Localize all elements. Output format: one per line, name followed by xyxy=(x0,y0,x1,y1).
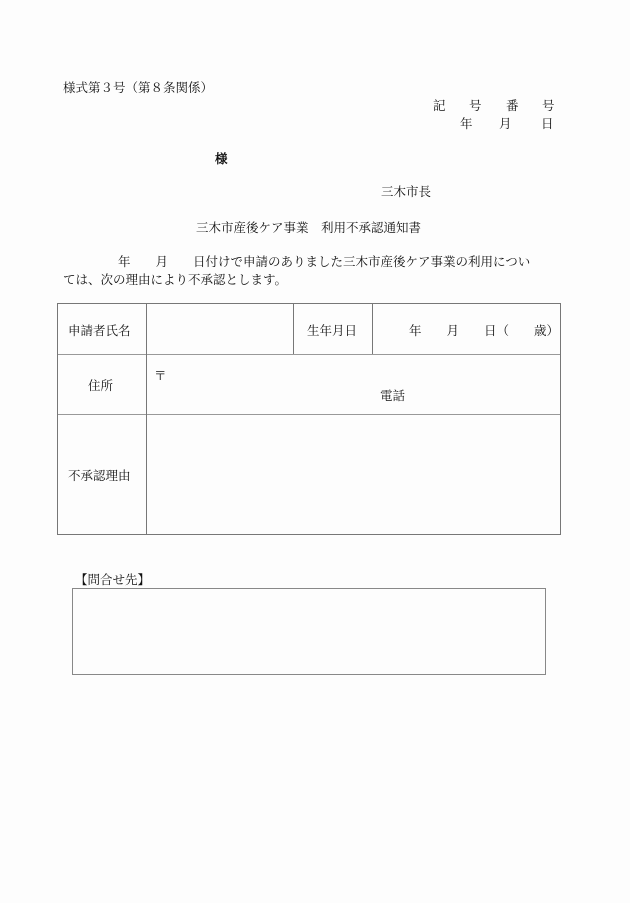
applicant-name-label: 申請者氏名 xyxy=(68,323,131,338)
applicant-name-field[interactable] xyxy=(150,308,290,350)
form-number: 様式第３号（第８条関係） xyxy=(63,80,214,95)
birthdate-field[interactable]: 年 月 日（ 歳） xyxy=(409,323,560,338)
reference-char: 番 xyxy=(506,98,519,113)
column-divider xyxy=(146,304,147,534)
row-divider xyxy=(58,414,560,415)
date-day-label: 日 xyxy=(541,116,554,131)
reference-char: 記 xyxy=(433,98,446,113)
reference-char: 号 xyxy=(469,98,482,113)
reference-char: 号 xyxy=(542,98,555,113)
addressee-honorific: 様 xyxy=(215,151,228,166)
application-info-table xyxy=(57,303,561,535)
reason-field[interactable] xyxy=(150,418,556,530)
date-year-label: 年 xyxy=(460,116,473,131)
reason-label: 不承認理由 xyxy=(68,468,131,483)
column-divider xyxy=(293,304,294,354)
body-text-line2: ては、次の理由により不承認とします。 xyxy=(63,272,288,287)
date-month-label: 月 xyxy=(499,116,512,131)
column-divider xyxy=(372,304,373,354)
inquiry-box[interactable] xyxy=(72,588,546,675)
inquiry-label: 【問合せ先】 xyxy=(75,572,151,587)
row-divider xyxy=(58,354,560,355)
reference-number-row xyxy=(433,96,555,114)
birthdate-label: 生年月日 xyxy=(307,323,358,338)
issue-date-row xyxy=(460,114,554,132)
body-text-line1: 年 月 日付けで申請のありました三木市産後ケア事業の利用につい xyxy=(118,254,531,269)
address-label: 住所 xyxy=(88,378,114,393)
document-title: 三木市産後ケア事業 利用不承認通知書 xyxy=(196,220,422,235)
postal-mark: 〒 xyxy=(154,368,167,383)
phone-label: 電話 xyxy=(380,388,406,403)
sender-name: 三木市長 xyxy=(381,184,432,199)
